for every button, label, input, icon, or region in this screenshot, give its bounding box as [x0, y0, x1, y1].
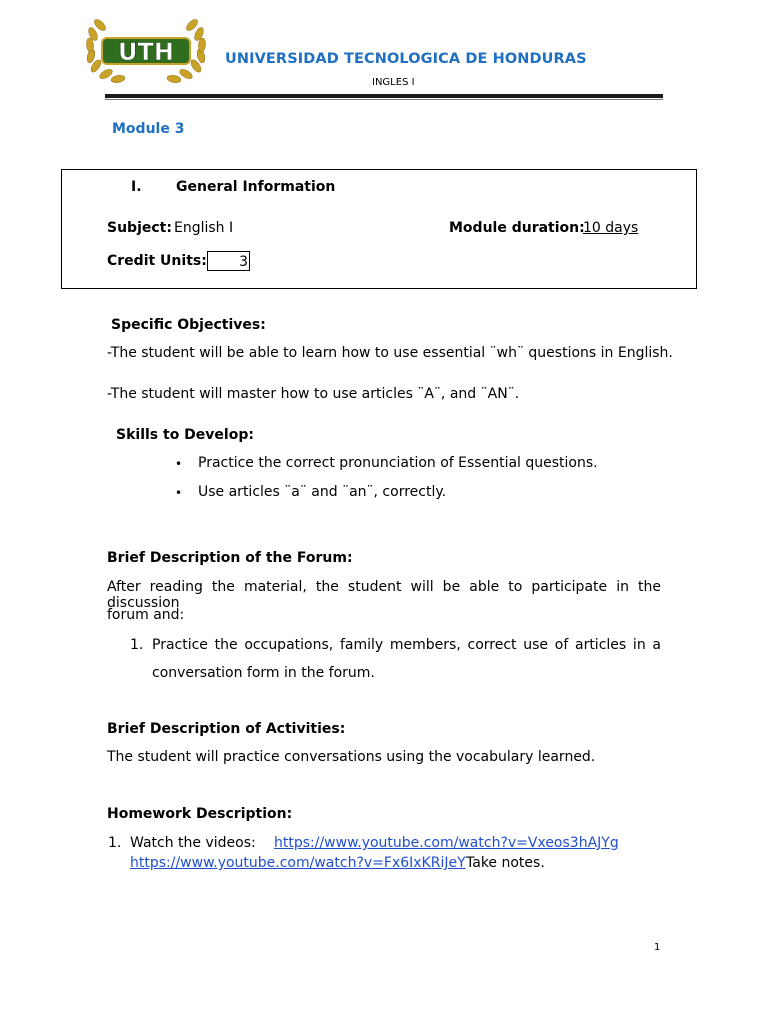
activities-heading: Brief Description of Activities: — [107, 721, 346, 737]
credit-units-value: 3 — [207, 251, 250, 271]
skill-item: Practice the correct pronunciation of Essential questions. — [198, 455, 598, 471]
duration-value: 10 days — [583, 220, 639, 236]
bullet-icon: • — [175, 457, 183, 471]
forum-item-line2: conversation form in the forum. — [152, 665, 375, 681]
video-link-2[interactable]: https://www.youtube.com/watch?v=Fx6IxKRiJeY — [130, 855, 466, 871]
skills-heading: Skills to Develop: — [116, 427, 254, 443]
forum-item-line1: Practice the occupations, family members, correct use of articles in a — [152, 637, 661, 653]
subject-label: Subject: — [107, 220, 172, 236]
bullet-icon: • — [175, 486, 183, 500]
video-link-1[interactable]: https://www.youtube.com/watch?v=Vxeos3hAJYg — [274, 835, 619, 851]
forum-intro-line1: After reading the material, the student will be able to participate in the discussion — [107, 579, 661, 611]
university-logo — [82, 14, 210, 86]
forum-intro-line2: forum and: — [107, 607, 185, 623]
duration-label: Module duration: — [449, 220, 585, 236]
header-divider-thin — [105, 99, 663, 100]
section-title: General Information — [176, 179, 336, 195]
module-title: Module 3 — [112, 121, 185, 137]
forum-heading: Brief Description of the Forum: — [107, 550, 353, 566]
objective-item: -The student will master how to use articles ¨A¨, and ¨AN¨. — [107, 386, 520, 402]
activities-text: The student will practice conversations using the vocabulary learned. — [107, 749, 596, 765]
university-name: UNIVERSIDAD TECNOLOGICA DE HONDURAS — [225, 51, 587, 67]
section-number: I. — [131, 179, 142, 195]
header-divider — [105, 94, 663, 98]
logo-text: UTH — [118, 38, 174, 66]
course-name: INGLES I — [372, 77, 415, 88]
take-notes-text: Take notes. — [466, 855, 545, 871]
homework-heading: Homework Description: — [107, 806, 293, 822]
watch-videos-label: Watch the videos: — [130, 835, 256, 851]
objective-item: -The student will be able to learn how to use essential ¨wh¨ questions in English. — [107, 345, 673, 361]
forum-item-number: 1. — [130, 637, 144, 653]
homework-item-number: 1. — [108, 835, 122, 851]
credit-units-label: Credit Units: — [107, 253, 207, 269]
page-number: 1 — [654, 942, 661, 953]
objectives-heading: Specific Objectives: — [111, 317, 266, 333]
skill-item: Use articles ¨a¨ and ¨an¨, correctly. — [198, 484, 447, 500]
subject-value: English I — [174, 220, 234, 236]
